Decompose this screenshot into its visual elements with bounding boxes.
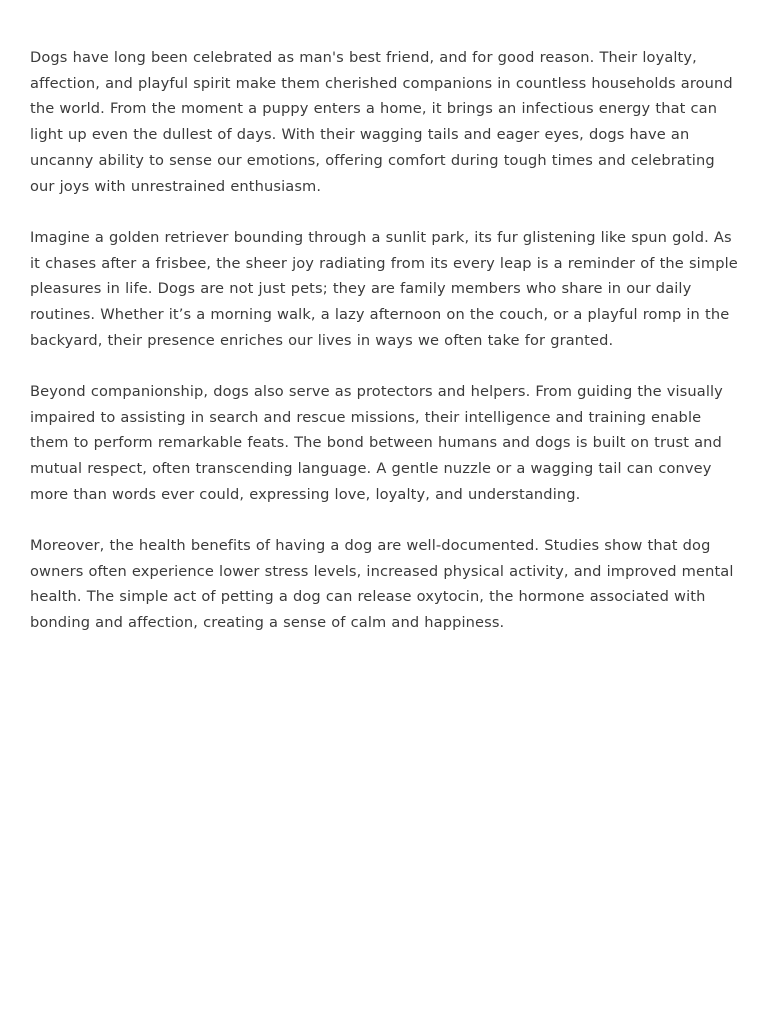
paragraph-4: Moreover, the health benefits of having a dog are well-documented. Studies show that dog owners often experience lower stress levels, increased physical activity, and improved mental health. The simple act of petting a dog can release oxytocin, the hormone associated with bonding and affection, creating a sense of calm and happiness.	[30, 537, 734, 632]
article-body	[30, 45, 738, 636]
paragraph-2: Imagine a golden retriever bounding through a sunlit park, its fur glistening like spun gold. As it chases after a frisbee, the sheer joy radiating from its every leap is a reminder of the simple pleasures in life. Dogs are not just pets; they are family members who share in our daily routines. Whether it’s a morning walk, a lazy afternoon on the couch, or a playful romp in the backyard, their presence enriches our lives in ways we often take for granted.	[30, 228, 738, 349]
paragraph-1: Dogs have long been celebrated as man's best friend, and for good reason. Their loyalty, affection, and playful spirit make them cherished companions in countless households around the world. From the moment a puppy enters a home, it brings an infectious energy that can light up even the dullest of days. With their wagging tails and eager eyes, dogs have an uncanny ability to sense our emotions, offering comfort during tough times and celebrating our joys with unrestrained enthusiasm.	[30, 49, 733, 195]
paragraph-3: Beyond companionship, dogs also serve as protectors and helpers. From guiding the visually impaired to assisting in search and rescue missions, their intelligence and training enable them to perform remarkable feats. The bond between humans and dogs is built on trust and mutual respect, often transcending language. A gentle nuzzle or a wagging tail can convey more than words ever could, expressing love, loyalty, and understanding.	[30, 382, 723, 503]
